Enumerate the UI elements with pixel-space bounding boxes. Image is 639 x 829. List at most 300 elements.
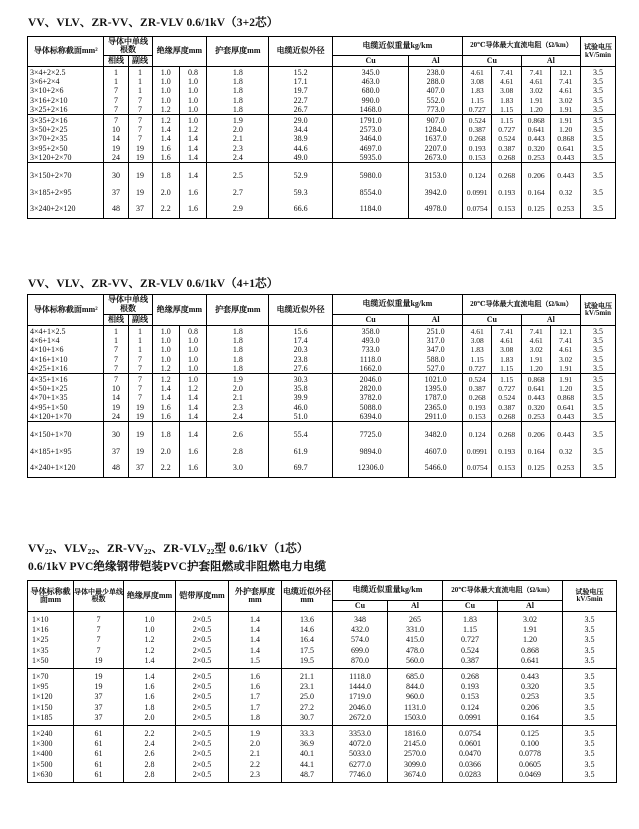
test-voltage: 3.5 — [584, 645, 595, 655]
resistance-al-1: 0.641 — [527, 384, 545, 394]
conductor-size: 1×10 — [32, 615, 49, 624]
weight-cu: 733.0 — [361, 345, 380, 355]
wire-count-phase: 7 — [114, 375, 118, 385]
header-res-cu: Cu — [462, 315, 521, 326]
wire-count-neutral: 1 — [138, 68, 143, 77]
resistance-al-2-column — [551, 422, 581, 478]
resistance-al-1: 7.41 — [529, 68, 543, 77]
resistance-cu-2: 0.268 — [498, 411, 516, 421]
resistance-cu-2: 0.268 — [498, 171, 516, 181]
sheath-thickness: 2.4 — [232, 411, 243, 421]
wire-count: 7 — [96, 635, 101, 645]
resistance-al-2: 12.1 — [559, 327, 573, 336]
weight-al: 3942.0 — [424, 187, 447, 197]
title-part: 型 0.6/1kV（1芯） — [214, 543, 309, 555]
outer-diameter: 27.2 — [300, 702, 314, 712]
weight-al: 844.0 — [406, 682, 424, 692]
insulation-neutral: 1.4 — [188, 430, 199, 440]
resistance-al-1: 0.206 — [527, 171, 545, 181]
weight-al-column — [388, 669, 443, 726]
resistance-cu-1: 1.83 — [470, 345, 484, 355]
wire-count-phase: 37 — [112, 187, 120, 197]
wire-count-neutral: 37 — [136, 463, 145, 473]
wire-count: 61 — [94, 739, 103, 749]
resistance-cu-2: 1.83 — [500, 95, 514, 105]
resistance-al-2: 0.443 — [557, 430, 575, 440]
weight-cu: 4697.0 — [359, 143, 382, 153]
row-group — [28, 669, 617, 726]
conductor-size: 3×25+2×16 — [30, 104, 68, 114]
wire-count-neutral: 1 — [138, 336, 143, 346]
resistance-cu-1: 0.727 — [468, 104, 486, 114]
outer-diameter: 55.4 — [293, 430, 308, 440]
resistance-al-1: 0.164 — [527, 446, 545, 456]
wire-count: 19 — [94, 682, 103, 692]
header-diameter: 电缆近似外径 — [269, 37, 332, 67]
insulation-phase: 2.2 — [160, 463, 171, 473]
test-voltage: 3.5 — [592, 95, 603, 105]
resistance-al-1: 0.320 — [527, 143, 545, 153]
insulation-neutral: 0.8 — [188, 68, 199, 77]
conductor-size: 1×25 — [32, 635, 49, 645]
resistance-cu-2: 0.193 — [498, 446, 516, 456]
resistance-al: 0.253 — [521, 692, 540, 702]
insulation-phase: 1.2 — [160, 363, 171, 373]
weight-cu-column — [332, 374, 408, 422]
resistance-al-1: 7.41 — [529, 327, 543, 336]
outer-diameter: 49.0 — [293, 152, 308, 162]
resistance-cu: 1.15 — [463, 625, 478, 635]
weight-al-column — [409, 374, 463, 422]
resistance-al: 0.125 — [521, 729, 540, 739]
conductor-size: 4×95+1×50 — [30, 402, 68, 412]
title-subscript: 22 — [44, 547, 53, 556]
resistance-cu-2: 0.524 — [498, 134, 516, 144]
weight-al: 2570.0 — [404, 749, 426, 759]
insulation-phase: 1.6 — [160, 152, 171, 162]
resistance-al-2: 0.32 — [559, 446, 573, 456]
resistance-cu-1-column — [462, 422, 492, 478]
resistance-cu: 0.153 — [461, 692, 480, 702]
resistance-al-1: 3.02 — [529, 86, 543, 96]
test-voltage: 3.5 — [592, 336, 603, 346]
weight-al: 1021.0 — [424, 375, 447, 385]
insulation-phase: 1.4 — [160, 134, 171, 144]
weight-cu: 5088.0 — [359, 402, 382, 412]
wire-count: 7 — [96, 625, 101, 635]
header-conductor: 导体标称截面mm — [28, 581, 74, 612]
insulation-phase: 2.2 — [160, 204, 171, 214]
outer-diameter: 44.1 — [300, 759, 314, 769]
outer-diameter: 30.7 — [300, 712, 314, 722]
weight-cu: 2046.0 — [359, 375, 382, 385]
outer-diameter: 30.3 — [293, 375, 308, 385]
resistance-cu-2-column — [492, 326, 522, 374]
test-voltage: 3.5 — [584, 615, 595, 624]
weight-al: 1395.0 — [424, 384, 447, 394]
test-voltage: 3.5 — [584, 739, 595, 749]
test-voltage: 3.5 — [592, 116, 603, 126]
header-conductor: 导体标称截面mm² — [28, 295, 104, 326]
weight-cu: 2820.0 — [359, 384, 382, 394]
conductor-size-column — [28, 163, 104, 219]
resistance-cu-1: 0.524 — [468, 375, 486, 385]
header-resistance: 20℃导体最大直流电阻（Ω/km） — [462, 295, 580, 315]
test-voltage-column — [580, 422, 615, 478]
insulation-neutral: 1.0 — [188, 345, 199, 355]
weight-al: 527.0 — [426, 363, 445, 373]
weight-cu-column — [332, 115, 408, 163]
insulation-neutral-column — [179, 326, 206, 374]
resistance-al: 1.91 — [523, 625, 538, 635]
resistance-cu-2-column — [492, 115, 522, 163]
wire-count: 7 — [96, 645, 101, 655]
row-group — [28, 163, 616, 219]
resistance-cu-1: 4.61 — [470, 68, 484, 77]
test-voltage: 3.5 — [584, 729, 595, 739]
sheath-thickness: 1.8 — [232, 345, 243, 355]
weight-al: 2911.0 — [424, 411, 447, 421]
header-al: Al — [388, 601, 443, 612]
wire-count-phase: 10 — [112, 125, 120, 135]
sheath-thickness: 2.4 — [232, 152, 243, 162]
wire-count-neutral: 7 — [138, 116, 143, 126]
test-voltage: 3.5 — [592, 68, 603, 77]
outer-diameter: 17.5 — [300, 645, 314, 655]
weight-al-column — [409, 326, 463, 374]
resistance-al-2: 0.443 — [557, 171, 575, 181]
insulation-neutral-column — [179, 67, 206, 115]
header-resistance: 20℃导体最大直流电阻（Ω/km） — [443, 581, 563, 601]
header-res-cu: Cu — [462, 56, 521, 67]
resistance-cu-2: 0.268 — [498, 152, 516, 162]
weight-cu: 3353.0 — [349, 729, 371, 739]
weight-cu: 990.0 — [361, 95, 380, 105]
armor-thickness: 2×0.5 — [192, 749, 212, 759]
title-subscript: 22 — [87, 547, 96, 556]
insulation-thickness: 1.0 — [144, 615, 155, 624]
wire-count-phase: 1 — [114, 77, 118, 87]
weight-cu: 6277.0 — [349, 759, 371, 769]
insulation-thickness: 2.8 — [144, 759, 155, 769]
weight-al: 2365.0 — [424, 402, 447, 412]
resistance-al-2: 3.02 — [559, 354, 573, 364]
resistance-cu-1-column — [462, 374, 492, 422]
resistance-cu: 0.268 — [461, 672, 480, 682]
weight-al: 907.0 — [426, 116, 445, 126]
conductor-size: 4×240+1×120 — [30, 463, 76, 473]
weight-al: 3482.0 — [424, 430, 447, 440]
resistance-cu-2: 3.08 — [500, 86, 514, 96]
weight-cu: 1118.0 — [359, 354, 382, 364]
wire-count-phase: 7 — [114, 354, 118, 364]
weight-al: 560.0 — [406, 655, 424, 665]
header-diameter: 电缆近似外径 — [269, 295, 332, 326]
resistance-cu-1: 1.15 — [470, 95, 484, 105]
resistance-cu-2: 7.41 — [500, 327, 514, 336]
conductor-size-column — [28, 669, 74, 726]
wire-count-phase: 48 — [112, 463, 120, 473]
weight-cu: 493.0 — [361, 336, 380, 346]
wire-count-neutral: 1 — [138, 77, 143, 87]
outer-diameter-column — [269, 67, 332, 115]
resistance-cu: 0.0470 — [459, 749, 482, 759]
test-voltage: 3.5 — [592, 86, 603, 96]
outer-diameter: 34.4 — [293, 125, 308, 135]
resistance-al-1: 0.125 — [527, 204, 545, 214]
armor-thickness: 2×0.5 — [192, 769, 212, 779]
resistance-cu-2: 0.153 — [498, 463, 516, 473]
conductor-size: 3×95+2×50 — [30, 143, 68, 153]
armor-thickness: 2×0.5 — [192, 692, 212, 702]
armor-thickness: 2×0.5 — [192, 682, 212, 692]
outer-diameter: 40.1 — [300, 749, 314, 759]
weight-al-column — [388, 726, 443, 783]
header-sheath: 护套厚度mm — [207, 37, 269, 67]
weight-al: 4978.0 — [424, 204, 447, 214]
test-voltage: 3.5 — [584, 625, 595, 635]
weight-cu: 1184.0 — [359, 204, 382, 214]
resistance-cu: 0.193 — [461, 682, 480, 692]
weight-cu: 463.0 — [361, 77, 380, 87]
conductor-size-column — [28, 422, 104, 478]
wire-count-neutral: 7 — [138, 384, 143, 394]
wire-count-phase: 10 — [112, 384, 120, 394]
insulation-phase-column — [152, 374, 179, 422]
resistance-al-2: 1.91 — [559, 363, 573, 373]
resistance-cu-1: 0.0991 — [466, 187, 488, 197]
insulation-phase: 1.8 — [160, 430, 171, 440]
resistance-al-1: 0.641 — [527, 125, 545, 135]
sheath-thickness: 1.4 — [250, 615, 260, 624]
wire-count-phase: 14 — [112, 134, 120, 144]
test-voltage: 3.5 — [592, 446, 603, 456]
wire-count-phase: 14 — [112, 393, 120, 403]
weight-al: 317.0 — [426, 336, 445, 346]
header-sheath: 护套厚度mm — [207, 295, 269, 326]
test-voltage: 3.5 — [592, 363, 603, 373]
weight-al: 2207.0 — [424, 143, 447, 153]
weight-cu-column — [333, 669, 388, 726]
resistance-al-1: 1.20 — [529, 363, 543, 373]
weight-al-column — [409, 67, 463, 115]
resistance-cu-2: 3.08 — [500, 345, 514, 355]
resistance-cu-1: 0.193 — [468, 402, 486, 412]
insulation-phase: 1.4 — [160, 125, 171, 135]
header-weight: 电缆近似重量kg/km — [332, 37, 462, 56]
insulation-thickness: 1.6 — [144, 692, 155, 702]
resistance-cu-2: 0.727 — [498, 125, 516, 135]
sheath-thickness: 1.8 — [232, 95, 243, 105]
resistance-cu-1: 0.193 — [468, 143, 486, 153]
wire-count-column — [74, 669, 124, 726]
outer-diameter-column — [269, 374, 332, 422]
wire-count-phase: 30 — [112, 430, 120, 440]
wire-count-column — [74, 612, 124, 669]
header-resistance: 20℃导体最大直流电阻（Ω/km） — [462, 37, 580, 56]
insulation-thickness: 1.6 — [144, 682, 155, 692]
resistance-cu-1: 0.124 — [468, 171, 486, 181]
title-part: VV — [28, 543, 45, 555]
insulation-phase-column — [152, 67, 179, 115]
test-voltage: 3.5 — [592, 354, 603, 364]
weight-al-column — [409, 163, 463, 219]
header-al: Al — [409, 56, 463, 67]
resistance-cu-1: 0.124 — [468, 430, 486, 440]
test-voltage-column — [580, 374, 615, 422]
conductor-size: 1×120 — [32, 692, 53, 702]
wire-count: 61 — [94, 769, 103, 779]
wire-count-neutral: 7 — [138, 363, 143, 373]
conductor-size: 1×70 — [32, 672, 49, 682]
resistance-cu-1: 3.08 — [470, 336, 484, 346]
title-part: 、ZR-VLV — [151, 543, 207, 555]
conductor-size: 1×240 — [32, 729, 53, 739]
wire-count-neutral-column — [128, 163, 152, 219]
outer-diameter: 66.6 — [293, 204, 308, 214]
insulation-neutral: 1.0 — [188, 77, 199, 87]
resistance-cu: 0.387 — [461, 655, 480, 665]
wire-count-phase: 48 — [112, 204, 120, 214]
wire-count-phase-column — [104, 115, 128, 163]
weight-cu: 1791.0 — [359, 116, 382, 126]
resistance-al-2: 4.61 — [559, 345, 573, 355]
insulation-phase-column — [152, 326, 179, 374]
conductor-size: 3×70+2×35 — [30, 134, 68, 144]
conductor-size: 1×95 — [32, 682, 49, 692]
weight-cu: 1468.0 — [359, 104, 382, 114]
weight-al: 588.0 — [426, 354, 445, 364]
wire-count-neutral-column — [128, 374, 152, 422]
resistance-al-2: 1.91 — [559, 375, 573, 385]
resistance-al: 3.02 — [523, 615, 538, 624]
wire-count: 7 — [96, 615, 101, 624]
wire-count-phase: 7 — [114, 86, 118, 96]
sheath-thickness: 2.3 — [232, 143, 243, 153]
title-part: 、VLV — [52, 543, 88, 555]
insulation-thickness: 2.6 — [144, 749, 155, 759]
wire-count-phase: 30 — [112, 171, 120, 181]
insulation-phase: 1.6 — [160, 402, 171, 412]
section3-title — [28, 540, 308, 556]
wire-count-neutral: 19 — [136, 152, 145, 162]
armor-thickness: 2×0.5 — [192, 739, 212, 749]
weight-al: 960.0 — [406, 692, 424, 702]
weight-al: 773.0 — [426, 104, 445, 114]
outer-diameter: 13.6 — [300, 615, 314, 624]
insulation-neutral-column — [179, 374, 206, 422]
insulation-thickness-column — [124, 612, 176, 669]
resistance-al: 0.100 — [521, 739, 540, 749]
conductor-size: 3×35+2×16 — [30, 116, 68, 126]
armor-thickness: 2×0.5 — [192, 672, 212, 682]
resistance-al-2: 0.641 — [557, 143, 575, 153]
header-test-voltage: 试验电压kV/5min — [580, 37, 615, 67]
insulation-phase: 1.0 — [160, 77, 171, 87]
outer-diameter: 17.1 — [293, 77, 308, 87]
insulation-thickness: 1.2 — [144, 635, 155, 645]
insulation-thickness: 2.8 — [144, 769, 155, 779]
conductor-size-column — [28, 374, 104, 422]
wire-count-phase: 1 — [114, 336, 118, 346]
weight-cu: 12306.0 — [357, 463, 384, 473]
outer-diameter: 48.7 — [300, 769, 314, 779]
conductor-size: 4×120+1×70 — [30, 411, 72, 421]
outer-diameter: 17.4 — [293, 336, 308, 346]
wire-count-neutral: 1 — [138, 86, 143, 96]
resistance-al-1: 0.125 — [527, 463, 545, 473]
resistance-al-1: 0.320 — [527, 402, 545, 412]
resistance-al-1-column — [521, 374, 551, 422]
wire-count: 37 — [94, 702, 103, 712]
wire-count: 61 — [94, 759, 103, 769]
resistance-al-1: 0.253 — [527, 152, 545, 162]
weight-al: 3674.0 — [404, 769, 426, 779]
outer-diameter: 69.7 — [293, 463, 308, 473]
weight-al: 265 — [409, 615, 421, 624]
sheath-thickness: 2.3 — [250, 769, 260, 779]
resistance-cu-1: 0.524 — [468, 116, 486, 126]
header-wires: 导体中最少单线根数 — [74, 581, 124, 612]
resistance-cu-2: 0.387 — [498, 143, 516, 153]
conductor-size: 1×150 — [32, 702, 53, 712]
conductor-size-column — [28, 67, 104, 115]
header-phase: 相线 — [104, 56, 128, 67]
armor-thickness: 2×0.5 — [192, 625, 212, 635]
sheath-thickness-column — [207, 67, 269, 115]
conductor-size-column — [28, 612, 74, 669]
conductor-size: 1×630 — [32, 769, 53, 779]
sheath-thickness: 1.8 — [232, 77, 243, 87]
insulation-phase-column — [152, 115, 179, 163]
wire-count: 61 — [94, 729, 103, 739]
resistance-al-2-column — [551, 115, 581, 163]
header-wires: 导体中单线根数 — [104, 295, 152, 315]
test-voltage-column — [580, 326, 615, 374]
weight-al: 347.0 — [426, 345, 445, 355]
weight-al: 251.0 — [426, 327, 445, 336]
weight-cu: 8554.0 — [359, 187, 382, 197]
wire-count-neutral: 7 — [138, 375, 143, 385]
weight-cu-column — [332, 326, 408, 374]
resistance-cu: 0.727 — [461, 635, 480, 645]
insulation-neutral: 1.0 — [188, 363, 199, 373]
test-voltage: 3.5 — [592, 384, 603, 394]
weight-cu: 1719.0 — [349, 692, 371, 702]
weight-cu-column — [332, 422, 408, 478]
resistance-cu-1-column — [462, 326, 492, 374]
wire-count-phase: 7 — [114, 345, 118, 355]
header-armor: 铠带厚度mm — [176, 581, 229, 612]
header-diameter: 电缆近似外径mm — [282, 581, 333, 612]
resistance-al: 0.164 — [521, 712, 540, 722]
weight-al: 3153.0 — [424, 171, 447, 181]
sheath-thickness: 2.1 — [232, 393, 243, 403]
resistance-cu-2: 0.153 — [498, 204, 516, 214]
wire-count-neutral-column — [128, 422, 152, 478]
insulation-neutral: 1.4 — [188, 402, 199, 412]
weight-al: 288.0 — [426, 77, 445, 87]
header-wires: 导体中单线根数 — [104, 37, 152, 56]
resistance-al-2-column — [551, 326, 581, 374]
insulation-phase: 1.2 — [160, 375, 171, 385]
test-voltage-column — [563, 669, 617, 726]
weight-cu: 2672.0 — [349, 712, 371, 722]
sheath-thickness: 1.6 — [250, 672, 260, 682]
outer-diameter-column — [269, 326, 332, 374]
sheath-thickness: 2.0 — [250, 739, 260, 749]
resistance-al-1: 1.20 — [529, 104, 543, 114]
